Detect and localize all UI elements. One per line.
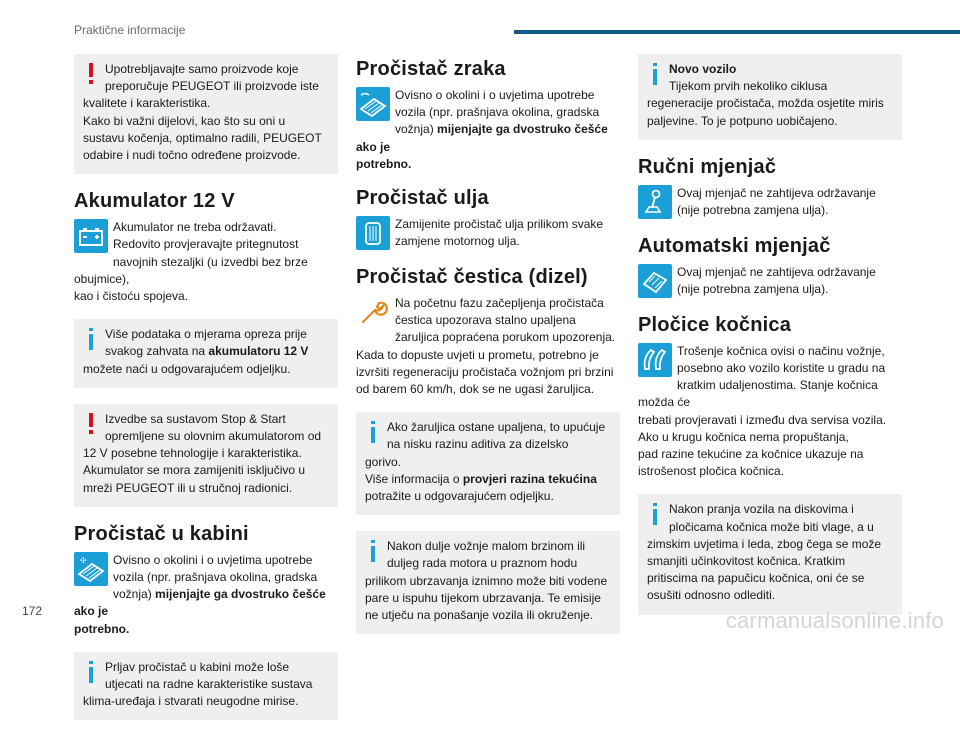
watermark: carmanualsonline.info <box>725 608 944 633</box>
text-line: kao i čistoću spojeva. <box>74 289 189 304</box>
text-line: Kada to dopuste uvjeti u prometu, potrebno je <box>356 347 599 362</box>
text-line: vožnja) <box>113 587 156 602</box>
text-line: vožnja) <box>395 122 438 137</box>
text-line: Na početnu fazu začepljenja pročistača <box>395 296 604 311</box>
bold-text: provjeri razina tekućina <box>462 471 597 486</box>
text-line: Trošenje kočnica ovisi o načinu vožnje, <box>677 343 885 358</box>
text-line: Prljav pročistač u kabini može loše <box>105 659 290 674</box>
text-line: čestica upozorava stalno upaljena <box>395 313 576 328</box>
text-line: Kako bi važni dijelovi, kao što su oni u <box>83 113 286 128</box>
text-line: mreži PEUGEOT ili u stručnoj radionici. <box>83 480 293 495</box>
text-line: na nisku razinu aditiva za dizelsko <box>387 437 569 452</box>
section-title-automatski: Automatski mjenjač <box>638 234 831 257</box>
text-line: Ovaj mjenjač ne zahtijeva održavanje <box>677 264 876 279</box>
info-icon <box>83 328 99 350</box>
text-line: Akumulator se mora zamijeniti isključivo u <box>83 463 306 478</box>
text-line: klima-uređaja i stvarati neugodne mirise. <box>83 694 299 709</box>
text-line: osušiti odnosno odlediti. <box>647 588 776 603</box>
text-line: (nije potrebna zamjena ulja). <box>677 282 829 297</box>
info-note-brakes-wet <box>638 494 902 614</box>
text-line: ne utječu na ponašanje vozila ili okruženje. <box>365 608 594 623</box>
warning-note-stop-start <box>74 404 338 507</box>
bold-text: akumulatoru 12 V <box>208 344 309 359</box>
text-line: 12 V posebne tehnologije i karakteristika. <box>83 446 302 461</box>
oil-filter-icon <box>356 216 390 250</box>
text-line: prilikom ubrzavanja iznimno može biti vodene <box>365 573 608 588</box>
text-line: žaruljica popraćena porukom upozorenja. <box>395 330 616 345</box>
info-note-battery <box>74 319 338 388</box>
section-akumulator <box>74 190 338 305</box>
text-line: izvršiti regeneraciju pročistača vožnjom pri brzini <box>356 364 614 379</box>
text-line: odabire i nudi točno određene proizvode. <box>83 148 301 163</box>
wrench-icon <box>356 295 390 329</box>
text-line: pritiscima na papučicu kočnica, oni će se <box>647 571 865 586</box>
text-line: pločicama kočnica može biti vlage, a u <box>669 519 874 534</box>
text-line: utjecati na radne karakteristike sustava <box>105 677 313 692</box>
info-icon <box>365 540 381 562</box>
section-title-akumulator: Akumulator 12 V <box>74 190 235 213</box>
section-rucni <box>638 156 902 221</box>
section-title-plocice: Pločice kočnica <box>638 313 792 336</box>
text-line: pad razine tekućine za kočnice ukazuje na <box>638 447 864 462</box>
text-line: zamjene motornog ulja. <box>395 234 520 249</box>
section-ulje <box>356 187 620 252</box>
text-line: duljeg rada motora u praznom hodu <box>387 556 578 571</box>
section-title-kabina: Pročistač u kabini <box>74 522 249 545</box>
section-zrak <box>356 58 620 173</box>
warning-icon <box>83 413 99 435</box>
text-line: Više podataka o mjerama opreza prije <box>105 327 307 342</box>
section-title-zrak: Pročistač zraka <box>356 58 506 80</box>
text-line: (nije potrebna zamjena ulja). <box>677 203 829 218</box>
text-line: od barem 60 km/h, dok se ne ugasi žaruljica. <box>356 382 595 397</box>
info-icon <box>647 63 663 85</box>
bold-text: potrebno. <box>356 156 412 171</box>
text-line: opremljene su olovnim akumulatorom od <box>105 429 322 444</box>
text-line: Akumulator ne treba održavati. <box>113 220 277 235</box>
text-line: Izvedbe sa sustavom Stop & Start <box>105 411 286 426</box>
page-header-title: Praktične informacije <box>74 23 186 37</box>
bold-text: mijenjajte ga dvostruko češće ako je <box>356 122 608 154</box>
text-line: Zamijenite pročistač ulja prilikom svake <box>395 217 604 232</box>
battery-icon <box>74 219 108 253</box>
section-title-ulje: Pročistač ulja <box>356 187 489 210</box>
text-line: Nakon dulje vožnje malom brzinom ili <box>387 539 586 554</box>
info-icon <box>365 421 381 443</box>
warning-note-products <box>74 54 338 174</box>
text-line: svakog zahvata na <box>105 344 209 359</box>
text-line: Nakon pranja vozila na diskovima i <box>669 502 854 517</box>
text-line: istrošenost pločica kočnica. <box>638 464 785 479</box>
text-line: Ako žaruljica ostane upaljena, to upućuje <box>387 420 606 435</box>
section-plocice <box>638 314 902 481</box>
info-note-exhaust-vapour <box>356 531 620 634</box>
gear-lever-icon <box>638 185 672 219</box>
bold-text: potrebno. <box>74 621 130 636</box>
text-line: smanjiti učinkovitost kočnica. Kratkim <box>647 554 846 569</box>
text-line: vozila (npr. prašnjava okolina, gradska <box>113 570 318 585</box>
page-number: 172 <box>22 604 43 618</box>
text-line: možete naći u odgovarajućem odjeljku. <box>83 361 291 376</box>
text-line: kratkim udaljenostima. Stanje kočnica možda će <box>638 378 878 410</box>
info-note-new-vehicle <box>638 54 902 140</box>
bold-text: mijenjajte ga dvostruko češće ako je <box>74 587 326 619</box>
text-line: gorivo. <box>365 454 402 469</box>
text-line: Ovisno o okolini i o uvjetima upotrebe <box>395 88 595 102</box>
section-title-cestica: Pročistač čestica (dizel) <box>356 266 588 289</box>
text-line: Ovaj mjenjač ne zahtijeva održavanje <box>677 185 876 200</box>
text-line: Upotrebljavajte samo proizvode koje <box>105 62 299 76</box>
column-1 <box>74 54 338 736</box>
automatic-gearbox-icon <box>638 264 672 298</box>
text-line: Ako u krugu kočnica nema propuštanja, <box>638 429 849 444</box>
text-line: zimskim uvjetima i leda, zbog čega se može <box>647 536 882 551</box>
svg-text:✣: ✣ <box>80 555 87 565</box>
brake-pads-icon <box>638 343 672 377</box>
bold-text: Novo vozilo <box>669 62 737 76</box>
text-line: paljevine. To je potpuno uobičajeno. <box>647 113 838 128</box>
text-line: navojnih stezaljki (u izvedbi bez brze obujmice), <box>74 254 308 286</box>
section-cestica <box>356 266 620 398</box>
text-line: Ovisno o okolini i o uvjetima upotrebe <box>113 552 313 567</box>
text-line: vozila (npr. prašnjava okolina, gradska <box>395 105 600 120</box>
text-line: Tijekom prvih nekoliko ciklusa <box>669 79 828 94</box>
text-line: pare u ispuhu tijekom ubrzavanja. Te emisije <box>365 590 601 605</box>
text-line: trebati provjeravati i između dva servisa vozila. <box>638 412 887 427</box>
text-line: posebno ako vozilo koristite u gradu na <box>677 361 886 376</box>
header-rule <box>514 30 960 34</box>
column-2 <box>356 54 620 650</box>
text-line: preporučuje PEUGEOT ili proizvode iste <box>105 79 319 94</box>
text-line: regeneracije pročistača, možda osjetite miris <box>647 96 884 111</box>
column-3 <box>638 54 902 631</box>
info-icon <box>647 503 663 525</box>
text-line: Više informacija o <box>365 471 463 486</box>
section-kabina <box>74 523 338 638</box>
section-automatski <box>638 235 902 300</box>
section-title-rucni: Ručni mjenjač <box>638 155 777 178</box>
info-icon <box>83 661 99 683</box>
text-line: kvalitete i karakteristika. <box>83 96 211 111</box>
info-note-additive <box>356 412 620 515</box>
info-note-cabin-filter <box>74 652 338 721</box>
air-filter-icon <box>356 87 390 121</box>
text-line: potražite u odgovarajućem odjeljku. <box>365 489 554 504</box>
cabin-filter-icon <box>74 552 108 586</box>
text-line: Redovito provjeravajte pritegnutost <box>113 237 299 252</box>
warning-icon <box>83 63 99 85</box>
text-line: sustavu kočenja, optimalno radili, PEUGEOT <box>83 130 322 145</box>
